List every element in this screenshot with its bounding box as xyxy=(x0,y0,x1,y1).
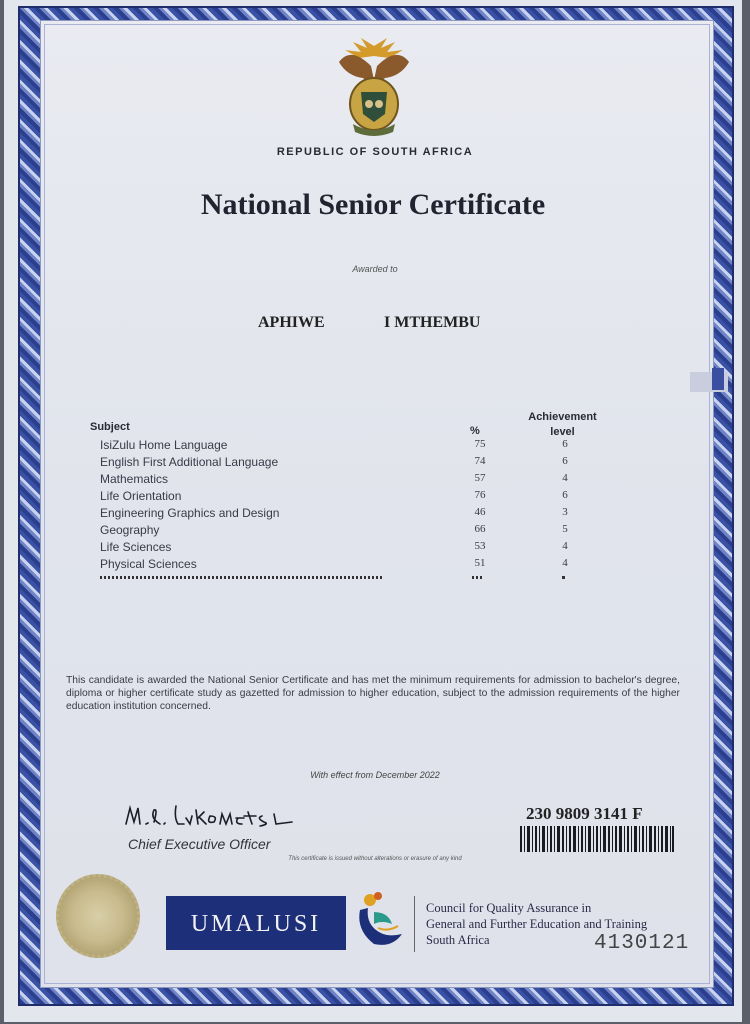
table-end-dots xyxy=(472,576,484,579)
umalusi-logo: UMALUSI xyxy=(166,896,346,950)
issuer-name-line: South Africa xyxy=(426,933,490,947)
certificate-title: National Senior Certificate xyxy=(200,188,546,221)
effect-date: With effect from December 2022 xyxy=(310,770,440,780)
subject-percent: 75 xyxy=(474,438,486,450)
embossed-seal xyxy=(56,874,140,958)
subject-row xyxy=(100,506,600,523)
subject-header: Subject xyxy=(90,421,130,433)
barcode-icon xyxy=(520,826,674,852)
candidate-surname: I MTHEMBU xyxy=(384,314,481,331)
umalusi-emblem-icon xyxy=(352,890,408,952)
subject-name: Life Orientation xyxy=(100,489,182,503)
candidate-first-name: APHIWE xyxy=(258,314,325,331)
subject-percent: 53 xyxy=(474,540,486,552)
subject-level: 4 xyxy=(562,557,568,569)
subject-name: IsiZulu Home Language xyxy=(100,438,228,452)
subject-name: Mathematics xyxy=(100,472,169,486)
award-statement: This candidate is awarded the National Senior Certificate and has met the minimum requirements for admission to bachelor's degree, diploma or higher certificate study as gazetted for admission to higher education, subject to the admission requirements of the higher education institution concerned. xyxy=(66,675,680,712)
signature xyxy=(124,798,304,834)
logo-divider xyxy=(414,896,415,952)
subject-level: 4 xyxy=(562,472,568,484)
subject-percent: 66 xyxy=(474,523,486,535)
table-end-dots xyxy=(562,576,565,579)
subject-name: Physical Sciences xyxy=(100,557,197,571)
subject-level: 3 xyxy=(562,506,568,518)
subject-percent: 74 xyxy=(474,455,486,467)
subject-percent: 76 xyxy=(474,489,486,501)
subject-name: Engineering Graphics and Design xyxy=(100,506,280,520)
awarded-to-label: Awarded to xyxy=(352,264,398,274)
subject-percent: 51 xyxy=(474,557,486,569)
redaction-mark xyxy=(712,368,724,390)
subject-level: 4 xyxy=(562,540,568,552)
subject-name: English First Additional Language xyxy=(100,455,279,469)
subject-row xyxy=(100,438,600,455)
issuer-name-line: General and Further Education and Training xyxy=(426,917,648,931)
subject-level: 6 xyxy=(562,438,568,450)
coat-of-arms-icon xyxy=(331,36,417,140)
country-name: REPUBLIC OF SOUTH AFRICA xyxy=(276,146,474,158)
subject-percent: 46 xyxy=(474,506,486,518)
subject-level: 6 xyxy=(562,455,568,467)
subject-name: Geography xyxy=(100,523,160,537)
document-number: 4130121 xyxy=(594,932,690,955)
subject-row xyxy=(100,540,600,557)
disclaimer-note: This certificate is issued without alterations or erasure of any kind xyxy=(288,856,462,862)
signatory-title: Chief Executive Officer xyxy=(128,836,271,852)
table-end-dots xyxy=(100,576,382,579)
achievement-header: Achievement level xyxy=(528,411,597,438)
subject-row xyxy=(100,523,600,540)
subject-name: Life Sciences xyxy=(100,540,172,554)
subject-row xyxy=(100,472,600,489)
subject-row xyxy=(100,489,600,506)
subject-level: 6 xyxy=(562,489,568,501)
issuer-name-line: Council for Quality Assurance in xyxy=(426,901,592,915)
subject-row xyxy=(100,557,600,574)
subject-row xyxy=(100,455,600,472)
subject-percent: 57 xyxy=(474,472,486,484)
serial-number: 230 9809 3141 F xyxy=(526,804,643,823)
subject-level: 5 xyxy=(562,523,568,535)
percent-header: % xyxy=(470,425,480,437)
